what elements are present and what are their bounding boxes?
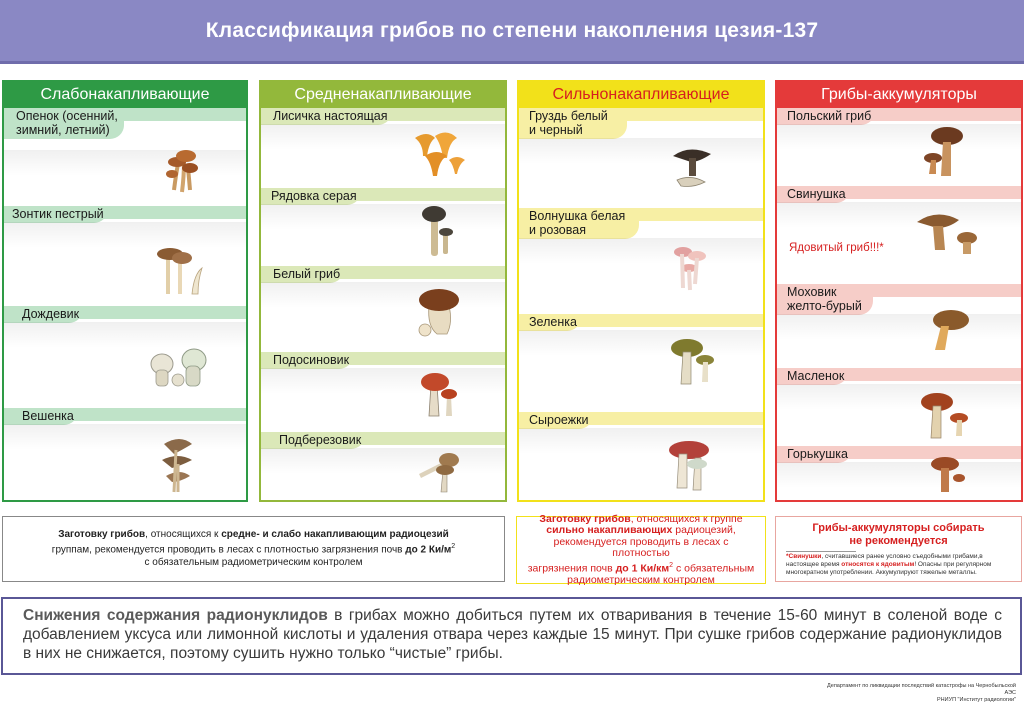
mushroom-label: Вешенка xyxy=(4,408,78,425)
column-header-weak: Слабонакапливающие xyxy=(4,82,246,108)
mushroom-item xyxy=(777,442,1021,500)
mushroom-label: Горькушка xyxy=(777,446,852,463)
mushroom-item xyxy=(777,364,1021,442)
info-line-2: сильно накапливающих радиоцезий, xyxy=(546,524,736,537)
oyster-mushroom-icon xyxy=(156,434,200,496)
russula-icon xyxy=(665,438,715,494)
mushroom-label: Рядовка серая xyxy=(261,188,361,205)
info-line-2: группам, рекомендуется проводить в лесах с плотностью загрязнения почв до 2 $Ки/м^2$ xyxy=(51,543,456,556)
puffball-icon xyxy=(148,346,214,394)
parasol-mushroom-icon xyxy=(154,240,208,298)
mushroom-label: Зеленка xyxy=(519,314,581,331)
mushroom-item xyxy=(519,402,763,500)
bitter-milkcap-icon xyxy=(927,454,967,496)
info-box-strong xyxy=(516,512,766,586)
mushroom-item xyxy=(4,402,246,500)
mushroom-item xyxy=(519,206,763,304)
honey-agaric-icon xyxy=(162,140,202,196)
bay-bolete-icon xyxy=(923,124,969,180)
mushroom-item xyxy=(777,186,1021,284)
mushroom-label: Зонтик пестрый xyxy=(4,206,108,223)
red-cap-boletus-icon xyxy=(419,366,459,420)
bottom-note xyxy=(1,597,1022,675)
column-header-medium: Средненакапливающие xyxy=(261,82,505,108)
column-accumulators xyxy=(775,80,1023,502)
column-medium xyxy=(259,80,507,502)
info-line-3: с обязательным радиометрическим контролем xyxy=(144,556,363,568)
porcini-icon xyxy=(417,282,465,338)
divider xyxy=(786,551,856,552)
grey-knight-icon xyxy=(417,202,457,260)
birch-bolete-icon xyxy=(411,444,463,496)
mushroom-label: Моховик желто-бурый xyxy=(777,284,873,315)
mushroom-item xyxy=(519,304,763,402)
mushroom-item xyxy=(777,108,1021,186)
column-header-strong: Сильнонакапливающие xyxy=(519,82,763,108)
column-body xyxy=(4,108,246,500)
brown-rollrim-icon xyxy=(915,208,979,256)
mushroom-label: Волнушка белая и розовая xyxy=(519,208,639,239)
mushroom-label: Масленок xyxy=(777,368,848,385)
accum-warning-line-1: Грибы-аккумуляторы собирать xyxy=(812,522,985,534)
mushroom-label: Лисичка настоящая xyxy=(261,108,392,125)
mushroom-item xyxy=(777,284,1021,364)
green-knight-icon xyxy=(667,334,717,388)
mushroom-item xyxy=(261,108,505,188)
mushroom-label: Опенок (осенний, зимний, летний) xyxy=(4,108,124,139)
footer-credits: Департамент по ликвидации последствий катастрофы на Чернобыльской АЭС РНИУП "Институт радиологии" xyxy=(827,683,1016,703)
column-strong xyxy=(517,80,765,502)
mushroom-label: Дождевик xyxy=(4,306,83,323)
woolly-milkcap-icon xyxy=(669,242,711,294)
mushroom-label: Сыроежки xyxy=(519,412,593,429)
page-title: Классификация грибов по степени накопления цезия-137 xyxy=(0,0,1024,64)
info-box-accumulators xyxy=(775,516,1022,582)
slippery-jack-moss-icon xyxy=(925,306,973,354)
mushroom-label: Польский гриб xyxy=(777,108,875,125)
milk-cap-icon xyxy=(669,140,715,192)
mushroom-item xyxy=(261,266,505,342)
mushroom-label: Груздь белый и черный xyxy=(519,108,627,139)
column-weak xyxy=(2,80,248,502)
accum-warning-line-2: не рекомендуется xyxy=(849,535,948,547)
poison-warning: Ядовитый гриб!!!* xyxy=(789,242,884,254)
info-box-weak-medium xyxy=(2,516,505,582)
mushroom-item xyxy=(261,188,505,266)
column-header-accumulators: Грибы-аккумуляторы xyxy=(777,82,1021,108)
mushroom-label: Белый гриб xyxy=(261,266,344,283)
info-line-1: Заготовку грибов, относящихся к средне- и слабо накапливающим радиоцезий xyxy=(58,528,449,540)
column-body xyxy=(519,108,763,500)
mushroom-item xyxy=(4,108,246,206)
column-body xyxy=(261,108,505,500)
mushroom-item xyxy=(261,342,505,422)
footnote: *Свинушки, считавшиеся ранее условно съедобными грибами,в настоящее время относятся к ядовитым! Опасны при регулярном многократном употреблении. Аккумулируют тяжелые металлы. xyxy=(786,553,992,576)
chanterelle-icon xyxy=(409,126,467,182)
mushroom-label: Свинушка xyxy=(777,186,850,203)
mushroom-item xyxy=(4,304,246,402)
info-line-4: загрязнения почв до 1 $Ки/км^2$ с обязательным xyxy=(527,561,755,575)
info-line-1: Заготовку грибов, относящихся к группе xyxy=(539,512,743,525)
column-body xyxy=(777,108,1021,500)
bottom-note-bold: Снижения содержания радионуклидов xyxy=(23,607,328,624)
mushroom-item xyxy=(261,422,505,500)
bottom-note-text: в грибах можно добиться путем их отваривания в течение 15-60 минут в соленой воде с добавлением уксуса или лимонной кислоты и удаления отвара через каждые 15 минут. При сушке грибов содержание радионуклидов в них не снижается, поэтому сушить нужно только “чистые” грибы. xyxy=(23,607,1002,662)
info-line-3: рекомендуется проводить в лесах с плотностью xyxy=(553,535,729,560)
mushroom-label: Подберезовик xyxy=(261,432,365,449)
mushroom-item xyxy=(519,108,763,206)
mushroom-item xyxy=(4,206,246,304)
mushroom-label: Подосиновик xyxy=(261,352,353,369)
info-line-5: радиометрическим контролем xyxy=(567,573,715,586)
suillus-icon xyxy=(917,388,973,442)
